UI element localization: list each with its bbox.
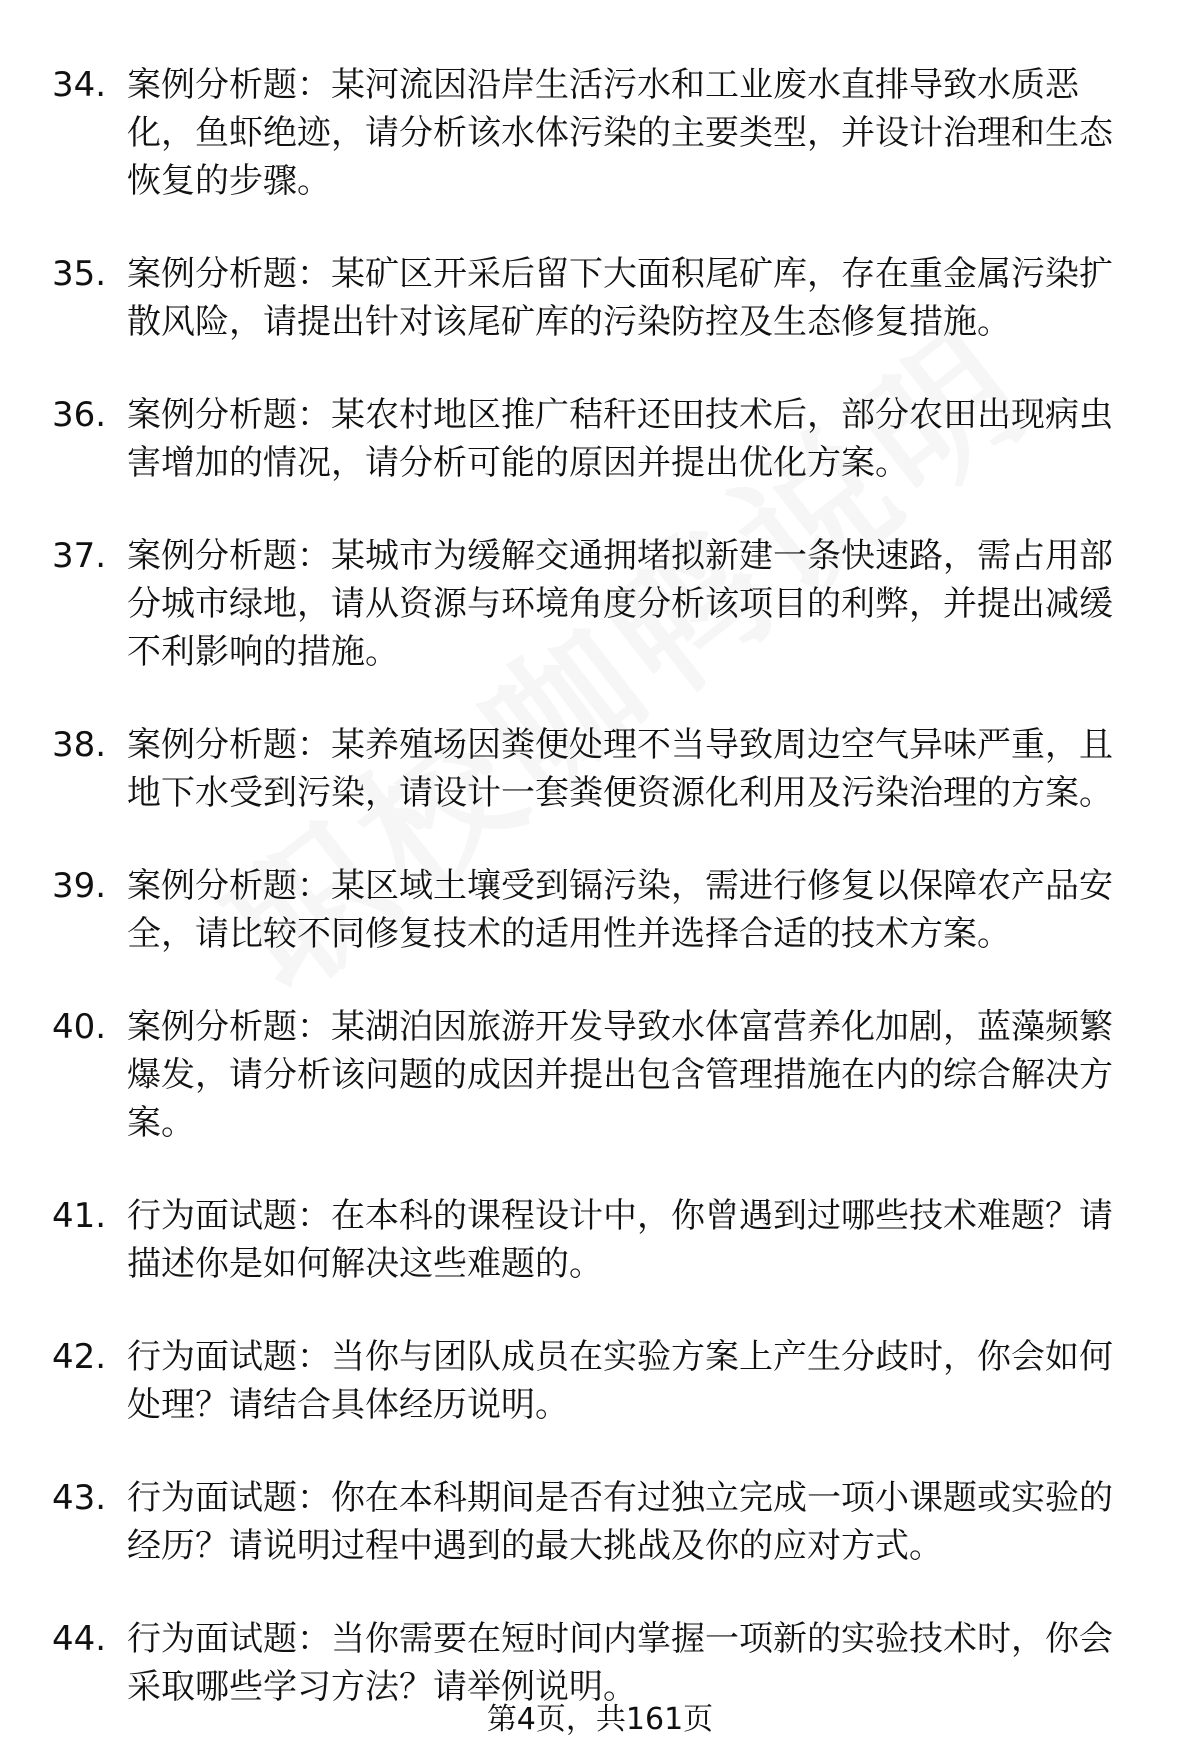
question-number: 42. [52, 1337, 107, 1377]
question-number: 44. [52, 1619, 107, 1659]
question-number: 41. [52, 1196, 107, 1236]
question-item [52, 1333, 1142, 1429]
question-item [52, 1192, 1142, 1288]
question-item [52, 1474, 1142, 1570]
question-item [52, 1615, 1142, 1711]
question-number: 39. [52, 866, 107, 906]
question-item [52, 1003, 1142, 1147]
question-text: 案例分析题：某矿区开采后留下大面积尾矿库，存在重金属污染扩散风险，请提出针对该尾矿库的污染防控及生态修复措施。 [127, 254, 1113, 342]
question-item [52, 250, 1142, 346]
question-number: 34. [52, 65, 107, 105]
question-number: 43. [52, 1478, 107, 1518]
question-number: 35. [52, 254, 107, 294]
question-text: 案例分析题：某湖泊因旅游开发导致水体富营养化加剧，蓝藻频繁爆发，请分析该问题的成因并提出包含管理措施在内的综合解决方案。 [127, 1007, 1113, 1143]
page-footer: 第4页，共161页 [486, 1702, 714, 1737]
question-text: 行为面试题：当你与团队成员在实验方案上产生分歧时，你会如何处理？请结合具体经历说明。 [127, 1337, 1113, 1425]
question-item [52, 862, 1142, 958]
question-text: 案例分析题：某河流因沿岸生活污水和工业废水直排导致水质恶化，鱼虾绝迹，请分析该水体污染的主要类型，并设计治理和生态恢复的步骤。 [127, 65, 1113, 201]
question-number: 40. [52, 1007, 107, 1047]
question-text: 案例分析题：某区域土壤受到镉污染，需进行修复以保障农产品安全，请比较不同修复技术的适用性并选择合适的技术方案。 [127, 866, 1113, 954]
question-item [52, 721, 1142, 817]
question-number: 38. [52, 725, 107, 765]
question-number: 37. [52, 536, 107, 576]
question-text: 行为面试题：在本科的课程设计中，你曾遇到过哪些技术难题？请描述你是如何解决这些难题的。 [127, 1196, 1113, 1284]
question-text: 行为面试题：当你需要在短时间内掌握一项新的实验技术时，你会采取哪些学习方法？请举例说明。 [127, 1619, 1113, 1707]
question-text: 案例分析题：某养殖场因粪便处理不当导致周边空气异味严重，且地下水受到污染，请设计一套粪便资源化利用及污染治理的方案。 [127, 725, 1113, 813]
question-number: 36. [52, 395, 107, 435]
question-item [52, 532, 1142, 676]
question-item [52, 61, 1142, 205]
question-text: 行为面试题：你在本科期间是否有过独立完成一项小课题或实验的经历？请说明过程中遇到的最大挑战及你的应对方式。 [127, 1478, 1113, 1566]
question-text: 案例分析题：某农村地区推广秸秆还田技术后，部分农田出现病虫害增加的情况，请分析可能的原因并提出优化方案。 [127, 395, 1113, 483]
question-item [52, 391, 1142, 487]
question-text: 案例分析题：某城市为缓解交通拥堵拟新建一条快速路，需占用部分城市绿地，请从资源与环境角度分析该项目的利弊，并提出减缓不利影响的措施。 [127, 536, 1113, 672]
question-list [52, 61, 1142, 1756]
